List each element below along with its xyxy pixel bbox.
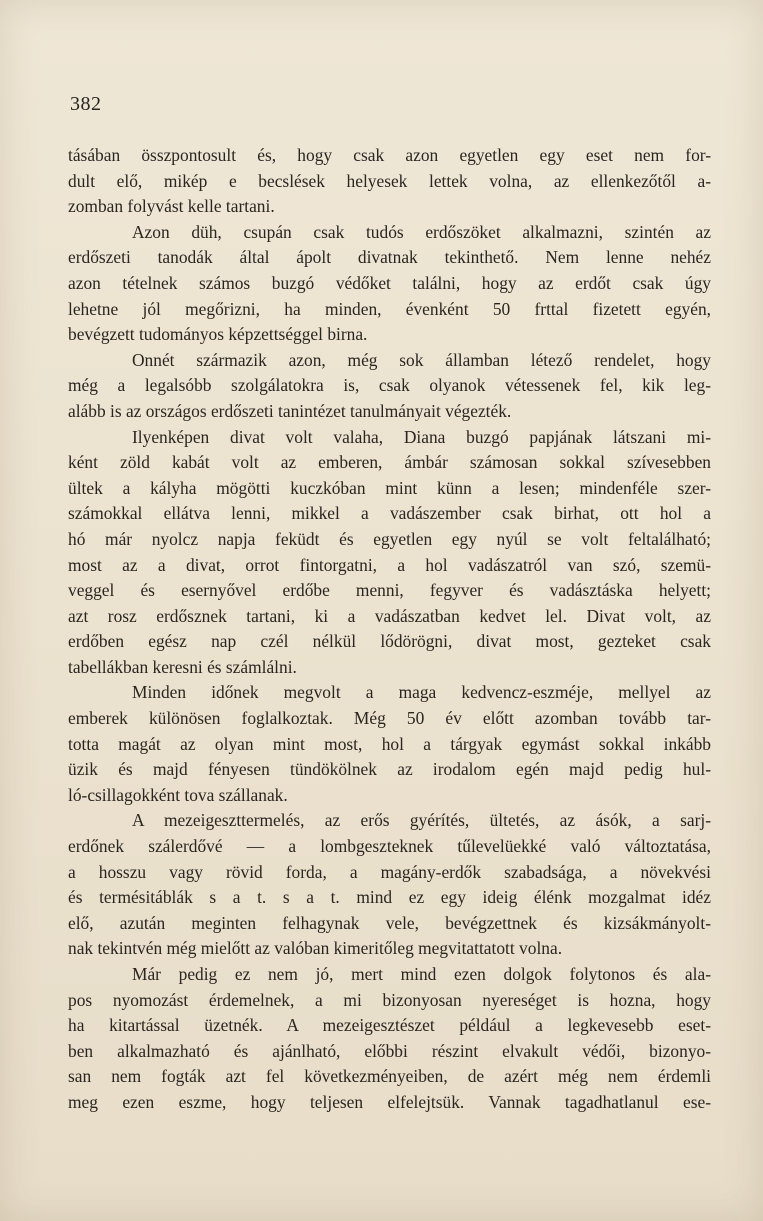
text-line: ültek a kályha mögötti kuczkóban mint künn a lesen; mindenféle szer- bbox=[68, 477, 711, 498]
body-text bbox=[68, 143, 711, 1116]
text-line: alább is az országos erdőszeti tanintézet tanulmányait végezték. bbox=[68, 400, 512, 421]
text-line: meg ezen eszme, hogy teljesen elfelejtsük. Vannak tagadhatlanul ese- bbox=[68, 1091, 711, 1112]
text-line: Már pedig ez nem jó, mert mind ezen dolgok folytonos és ala- bbox=[132, 964, 711, 984]
text-line: emberek különösen foglalkoztak. Még 50 év előtt azomban tovább tar- bbox=[68, 708, 711, 729]
text-line: veggel és esernyővel erdőbe menni, fegyver és vadásztáska helyett; bbox=[68, 580, 711, 601]
text-line: tásában összpontosult és, hogy csak azon egyetlen egy eset nem for- bbox=[68, 145, 711, 165]
text-line: Onnét származik azon, még sok államban létező rendelet, hogy bbox=[132, 349, 711, 370]
text-line: erdőnek szálerdővé — a lombgeszteknek tűlevelüekké való változtatása, bbox=[68, 836, 711, 857]
text-line: bevégzett tudományos képzettséggel birna. bbox=[68, 324, 368, 345]
text-line: Azon düh, csupán csak tudós erdőszöket alkalmazni, szintén az bbox=[132, 221, 711, 242]
text-line: még a legalsóbb szolgálatokra is, csak olyanok vétessenek fel, kik leg- bbox=[68, 375, 711, 396]
text-line: erdőben egész nap czél nélkül lődörögni, divat most, gezteket csak bbox=[68, 631, 711, 652]
text-line: dult elő, mikép e becslések helyesek lettek volna, az ellenkezőtől a- bbox=[68, 170, 711, 191]
text-line: elő, azután meginten felhagynak vele, bevégzettnek és kizsákmányolt- bbox=[68, 912, 711, 933]
text-line: azon tételnek számos buzgó védőket találni, hogy az erdőt csak úgy bbox=[68, 272, 711, 293]
text-line: hó már nyolcz napja feküdt és egyetlen egy nyúl se volt feltalálható; bbox=[68, 528, 711, 549]
text-line: ha kitartással üzetnék. A mezeigesztészet például a legkevesebb eset- bbox=[68, 1015, 711, 1036]
text-line: Minden időnek megvolt a maga kedvencz-eszméje, mellyel az bbox=[132, 682, 711, 703]
text-line: ként zöld kabát volt az emberen, ámbár számosan sokkal szívesebben bbox=[68, 452, 711, 473]
text-line: pos nyomozást érdemelnek, a mi bizonyosan nyereséget is hozna, hogy bbox=[68, 989, 711, 1010]
text-line: nak tekintvén még mielőtt az valóban kimeritőleg megvitattatott volna. bbox=[68, 938, 563, 959]
page-number: 382 bbox=[70, 93, 102, 115]
text-line: A mezeigeszttermelés, az erős gyérítés, ültetés, az ásók, a sarj- bbox=[132, 810, 711, 831]
text-line: ló-csillagokként tova szállanak. bbox=[68, 784, 288, 805]
text-line: és termésitáblák s a t. s a t. mind ez egy ideig élénk mozgalmat idéz bbox=[68, 887, 711, 908]
text-line: tabellákban keresni és számlálni. bbox=[68, 656, 297, 677]
text-line: san nem fogták azt fel következményeiben, de azért még nem érdemli bbox=[68, 1066, 711, 1087]
text-line: a hosszu vagy rövid forda, a magány-erdők szabadsága, a növekvési bbox=[68, 861, 711, 882]
text-line: Ilyenképen divat volt valaha, Diana buzgó papjának látszani mi- bbox=[132, 426, 711, 447]
text-line: üzik és majd fényesen tündökölnek az irodalom egén majd pedig hul- bbox=[68, 759, 711, 780]
text-line: lehetne jól megőrizni, ha minden, évenként 50 frttal fizetett egyén, bbox=[68, 298, 711, 319]
text-line: erdőszeti tanodák által ápolt divatnak tekinthető. Nem lenne nehéz bbox=[68, 247, 711, 268]
text-line: számokkal ellátva lenni, mikkel a vadászember csak birhat, ott hol a bbox=[68, 503, 711, 524]
text-line: most az a divat, orrot fintorgatni, a hol vadászatról van szó, szemü- bbox=[68, 554, 711, 575]
text-line: ben alkalmazható és ajánlható, előbbi részint elvakult védői, bizonyo- bbox=[68, 1040, 711, 1061]
text-line: totta magát az olyan mint most, hol a tárgyak egymást sokkal inkább bbox=[68, 733, 711, 754]
text-line: zomban folyvást kelle tartani. bbox=[68, 196, 275, 217]
text-line: azt rosz erdősznek tartani, ki a vadászatban kedvet lel. Divat volt, az bbox=[68, 605, 711, 626]
